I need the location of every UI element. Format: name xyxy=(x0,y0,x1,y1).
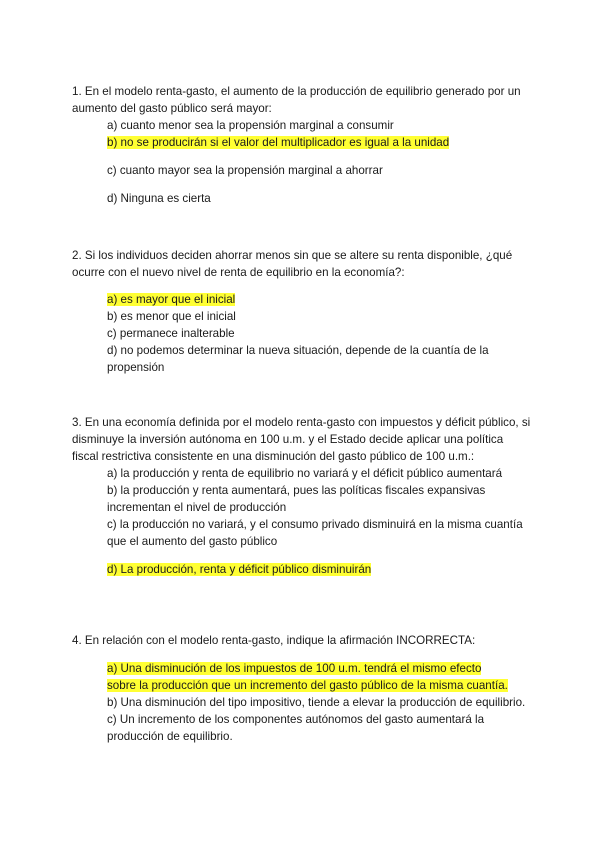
q2-option-a-highlighted: a) es mayor que el inicial xyxy=(107,293,236,306)
q3-option-a: a) la producción y renta de equilibrio no variará y el déficit público aumentará xyxy=(107,467,503,480)
q1-option-b-highlighted: b) no se producirán si el valor del multiplicador es igual a la unidad xyxy=(107,136,450,149)
question-2-text: 2. Si los individuos deciden ahorrar menos sin que se altere su renta disponible, ¿qué ocurre con el nuevo nivel de renta de equilibrio en la economía?: xyxy=(72,249,513,279)
question-4-options xyxy=(107,660,532,745)
q3-option-b: b) la producción y renta aumentará, pues las políticas fiscales expansivas incrementan el nivel de producción xyxy=(107,484,486,514)
q4-option-a-line1-highlighted: a) Una disminución de los impuestos de 100 u.m. tendrá el mismo efecto xyxy=(107,662,482,675)
q1-option-a: a) cuanto menor sea la propensión marginal a consumir xyxy=(107,119,394,132)
question-4-text: 4. En relación con el modelo renta-gasto, indique la afirmación INCORRECTA: xyxy=(72,634,476,647)
q4-option-c: c) Un incremento de los componentes autónomos del gasto aumentará la producción de equilibrio. xyxy=(107,713,485,743)
question-1-text: 1. En el modelo renta-gasto, el aumento de la producción de equilibrio generado por un aumento del gasto público será mayor: xyxy=(72,85,521,115)
q3-option-c: c) la producción no variará, y el consumo privado disminuirá en la misma cuantía que el aumento del gasto público xyxy=(107,518,523,548)
q2-option-d: d) no podemos determinar la nueva situación, depende de la cuantía de la propensión xyxy=(107,344,489,374)
question-3-options xyxy=(107,465,532,578)
q1-option-d: d) Ninguna es cierta xyxy=(107,192,211,205)
q4-option-a-line2-highlighted: sobre la producción que un incremento del gasto público de la misma cuantía. xyxy=(107,679,508,692)
question-4 xyxy=(72,632,532,745)
question-2-options xyxy=(107,291,532,376)
q2-option-c: c) permanece inalterable xyxy=(107,327,235,340)
q3-option-d-highlighted: d) La producción, renta y déficit público disminuirán xyxy=(107,563,372,576)
question-1 xyxy=(72,83,532,207)
question-3-text: 3. En una economía definida por el modelo renta-gasto con impuestos y déficit público, si disminuye la inversión autónoma en 100 u.m. y el Estado decide aplicar una política fiscal restrictiva consistente en una disminución del gasto público de 100 u.m.: xyxy=(72,416,531,463)
question-3 xyxy=(72,414,532,578)
question-2 xyxy=(72,247,532,376)
q2-option-b: b) es menor que el inicial xyxy=(107,310,236,323)
q4-option-b: b) Una disminución del tipo impositivo, tiende a elevar la producción de equilibrio. xyxy=(107,696,526,709)
question-1-options xyxy=(107,117,532,207)
q1-option-c: c) cuanto mayor sea la propensión marginal a ahorrar xyxy=(107,164,383,177)
